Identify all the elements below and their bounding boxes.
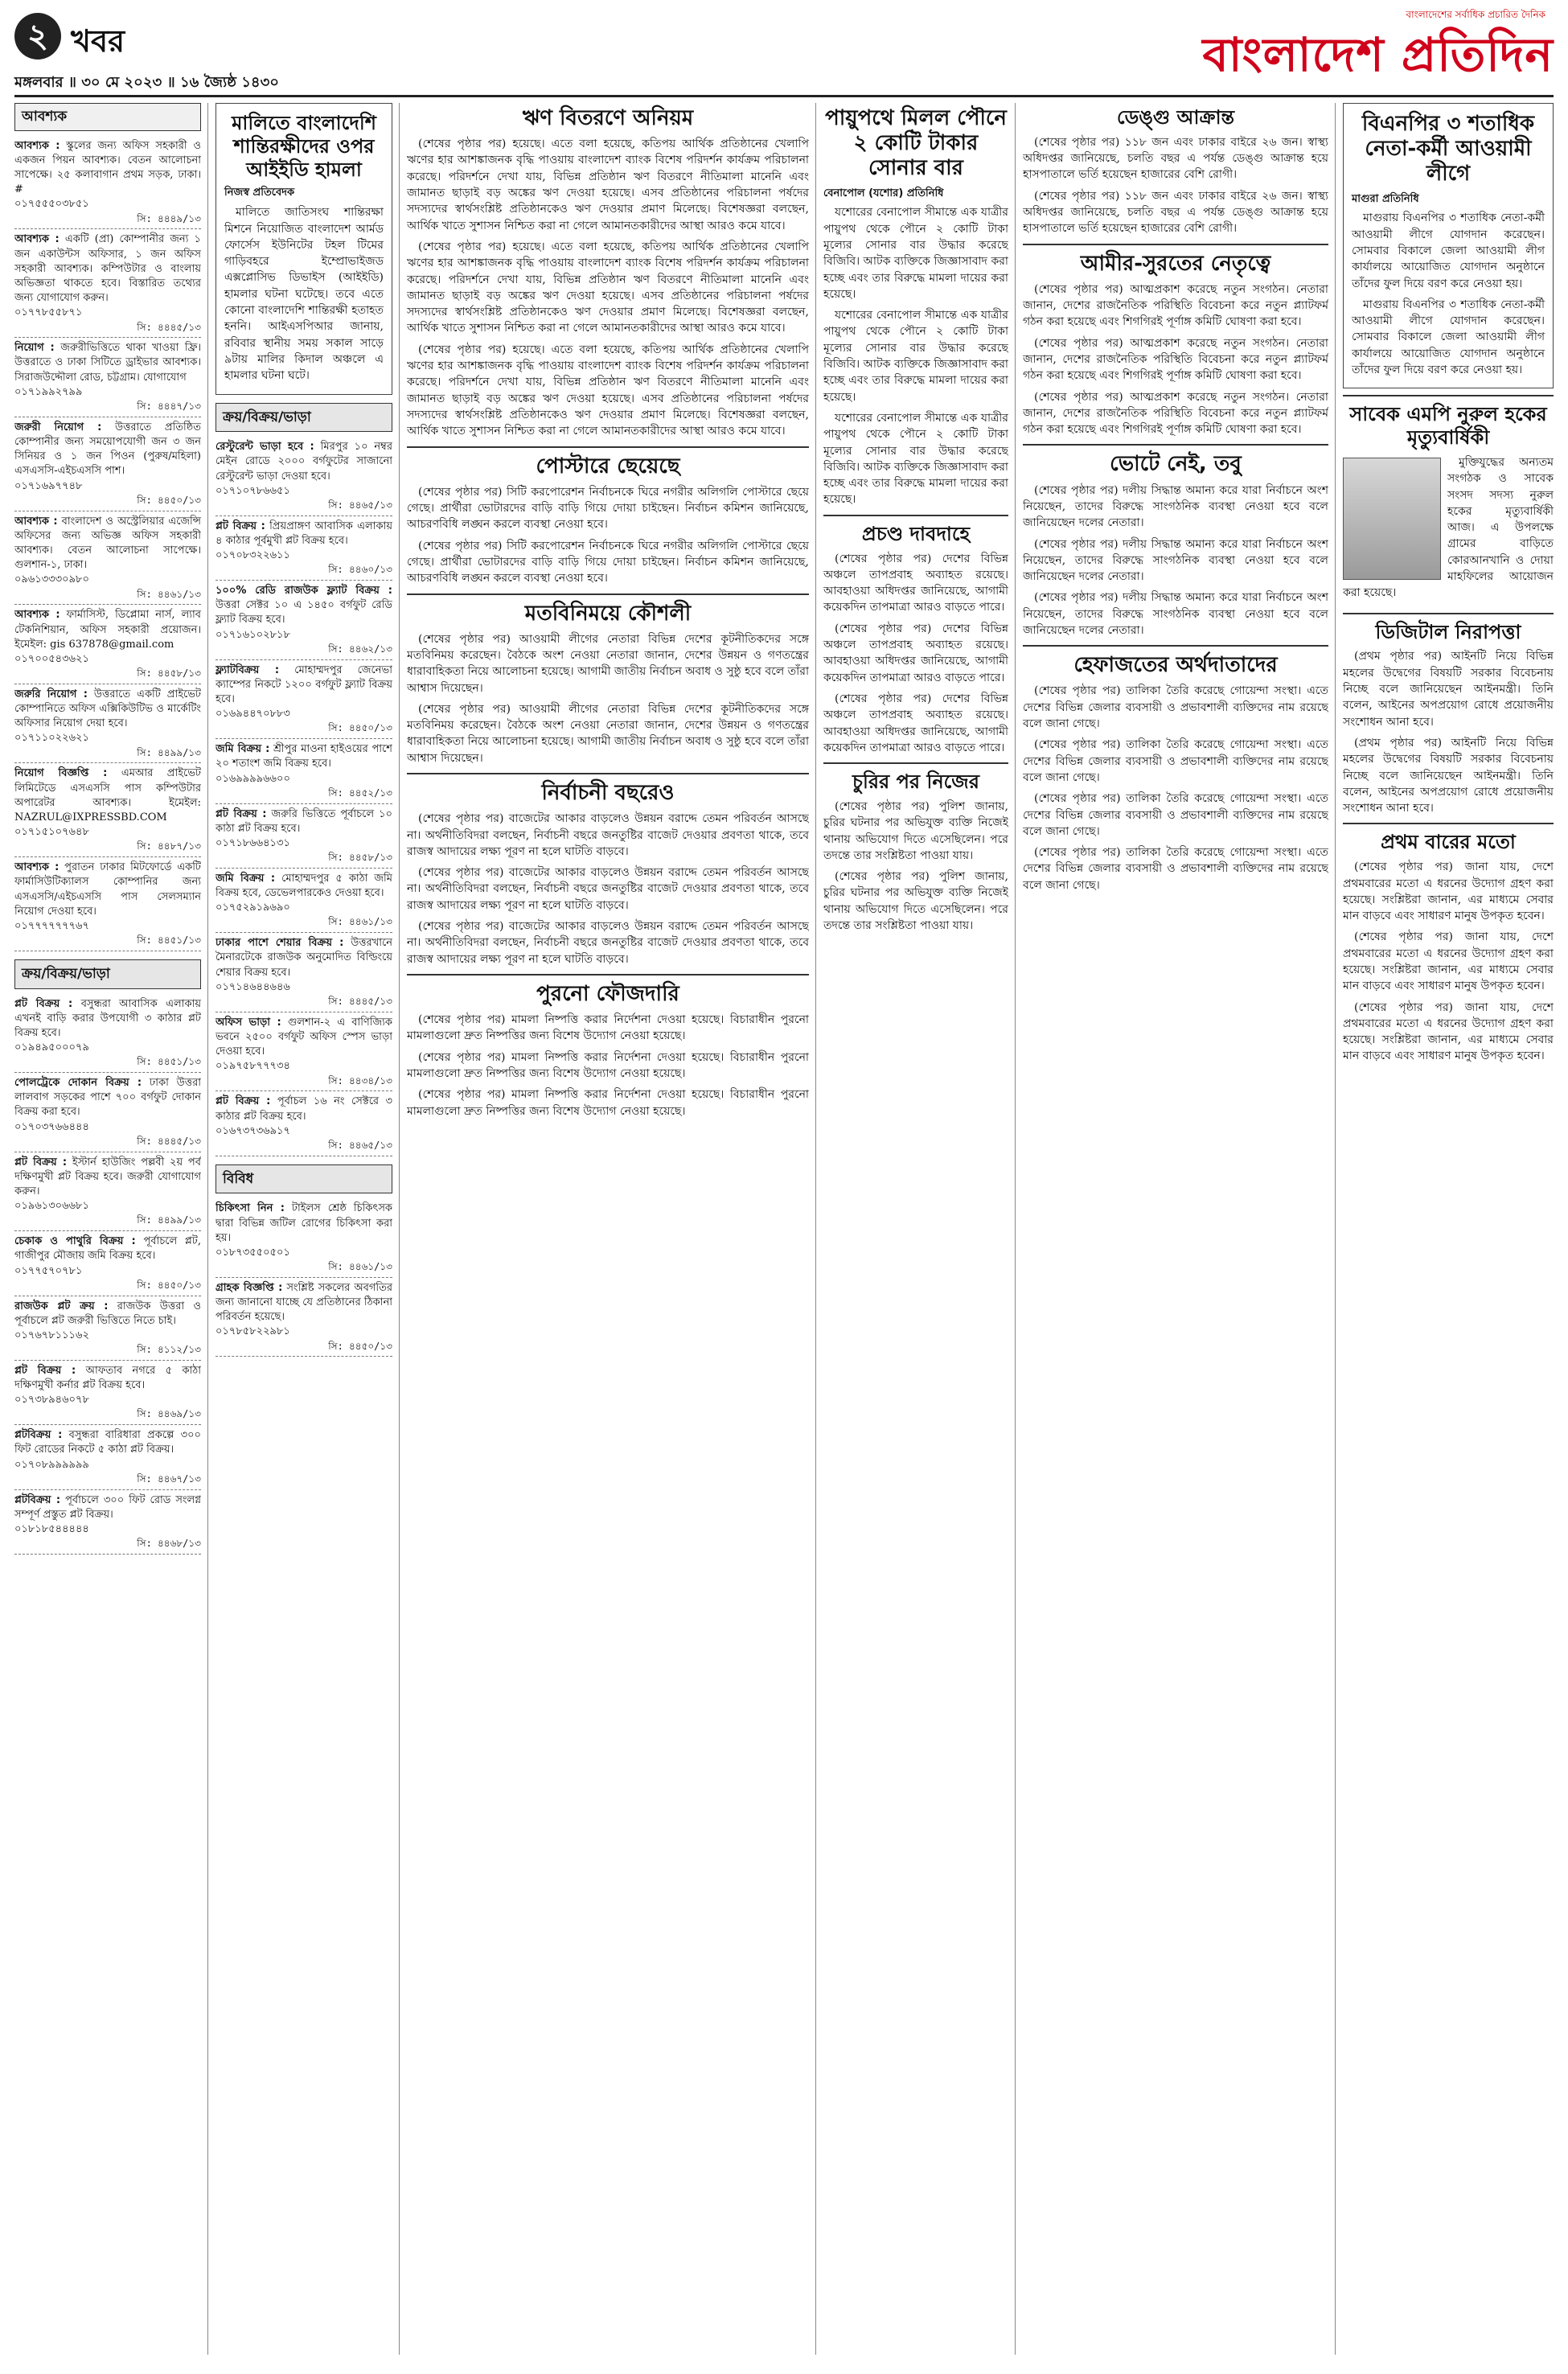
ad-reference: সি: ৪৪৬৯/১৩ bbox=[137, 1408, 201, 1420]
theft-body-cont: (শেষের পৃষ্ঠার পর) পুলিশ জানায়, চুরির ঘটনার পর অভিযুক্ত ব্যক্তি নিজেই থানায় অভিযোগ দিতে এসেছিলেন। পরে তদন্তে তার সংশ্লিষ্টতা পাওয়া যায়। bbox=[823, 870, 1008, 932]
mali-byline: নিজস্ব প্রতিবেদক bbox=[224, 187, 295, 199]
ad-phone: ০১৮৭৩৫৫০৫০১ bbox=[215, 1246, 290, 1259]
bnp-story bbox=[1343, 103, 1554, 388]
ad-reference: সি: ৪৪৪৫/১৩ bbox=[328, 995, 392, 1007]
ad-phone: ০১৯৪৯৫০০০৭৯ bbox=[14, 1041, 89, 1054]
ad-heading: প্লট বিক্রয় : bbox=[14, 997, 73, 1010]
ad-phone: ০১৬৯৯৯৯৬৬০০ bbox=[215, 772, 290, 785]
heat-body-cont: (শেষের পৃষ্ঠার পর) দেশের বিভিন্ন অঞ্চলে তাপপ্রবাহ অব্যাহত রয়েছে। আবহাওয়া অধিদপ্তর জানিয়েছে, আগামী কয়েকদিন তাপমাত্রা আরও বাড়তে পারে। bbox=[823, 692, 1008, 754]
ad-text: রাজউক উত্তরা ও পূর্বাচলে প্লট জরুরী ভিত্তিতে নিতে চাই। bbox=[14, 1300, 201, 1327]
heat-body-cont: (শেষের পৃষ্ঠার পর) দেশের বিভিন্ন অঞ্চলে তাপপ্রবাহ অব্যাহত রয়েছে। আবহাওয়া অধিদপ্তর জানিয়েছে, আগামী কয়েকদিন তাপমাত্রা আরও বাড়তে পারে। bbox=[823, 622, 1008, 684]
ad-phone: ০১৯৭৫৮৭৭৭৩৪ bbox=[215, 1060, 290, 1073]
first-headline: প্রথম বারের মতো bbox=[1381, 831, 1516, 854]
ad-text: উত্তরাতে প্রতিষ্ঠিত কোম্পানীর জন্য সময়োপযোগী জন ৩ জন সিনিয়র ও ১ জন পিওন (পুরুষ/মহিলা) এসএসসি-এইচএসসি পাশ। bbox=[14, 421, 201, 478]
amir-headline: আমীর-সুরতের নেতৃত্বে bbox=[1080, 251, 1271, 276]
digital-headline: ডিজিটাল নিরাপত্তা bbox=[1375, 620, 1521, 643]
divider bbox=[1023, 444, 1328, 446]
ad-text: পূর্বাচলে প্লট, গাজীপুর মৌজায় জমি বিক্রয় হবে। bbox=[14, 1235, 201, 1263]
ad-text: বসুন্ধরা বারিধারা প্রকল্পে ৩০০ ফিট রোডের নিকটে ৫ কাঠা প্লট বিক্রয়। bbox=[14, 1429, 201, 1456]
ad-heading: রেস্টুরেন্ট ভাড়া হবে : bbox=[215, 441, 314, 454]
ad-heading: জমি বিক্রয় : bbox=[215, 872, 276, 885]
gold-headline: পায়ুপথে মিলল পৌনে ২ কোটি টাকার সোনার বার bbox=[825, 106, 1007, 181]
criminal-body-cont: (শেষের পৃষ্ঠার পর) মামলা নিষ্পত্তি করার নির্দেশনা দেওয়া হয়েছে। বিচারাধীন পুরনো মামলাগুলো দ্রুত নিষ্পত্তির জন্য বিশেষ উদ্যোগ নেওয়া হয়েছে। bbox=[407, 1050, 809, 1080]
masthead-tagline: বাংলাদেশের সর্বাধিক প্রচারিত দৈনিক bbox=[1406, 9, 1545, 20]
classified-ad bbox=[14, 1490, 201, 1555]
ad-heading: নিয়োগ : bbox=[14, 342, 55, 355]
dengue-body-cont: (শেষের পৃষ্ঠার পর) ১১৮ জন এবং ঢাকার বাইরে ২৬ জন। স্বাস্থ্য অধিদপ্তর জানিয়েছে, চলতি বছর এ পর্যন্ত ডেঙ্গু আক্রান্ত হয়ে হাসপাতালে ভর্তি হয়েছেন হাজারের বেশি রোগী। bbox=[1023, 189, 1328, 236]
ad-reference: সি: ৪৪৫০/১৩ bbox=[137, 1279, 201, 1291]
divider bbox=[407, 773, 809, 774]
ad-reference: সি: ৪৪৬২/১৩ bbox=[328, 643, 392, 655]
classified-ad bbox=[14, 136, 201, 230]
ad-phone: ০১৮১৮৫৪৪৪৪৪ bbox=[14, 1522, 89, 1535]
theft-headline: চুরির পর নিজের bbox=[852, 770, 979, 794]
masthead-title: বাংলাদেশ প্রতিদিন bbox=[1202, 27, 1554, 82]
ad-text: সংশ্লিষ্ট সকলের অবগতির জন্য জানানো যাচ্ছে যে প্রতিষ্ঠানের ঠিকানা পরিবর্তন হয়েছে। bbox=[215, 1281, 392, 1324]
ad-reference: সি: ৪৪৪৭/১৩ bbox=[137, 400, 201, 413]
dateline: মঙ্গলবার ॥ ৩০ মে ২০২৩ ॥ ১৬ জ্যৈষ্ঠ ১৪৩০ bbox=[14, 74, 279, 91]
ad-reference: সি: ৪৪৫০/১৩ bbox=[328, 722, 392, 734]
ad-phone: ০১৭৬৭৮১১১৬২ bbox=[14, 1329, 89, 1341]
ad-heading: আবশ্যক : bbox=[14, 139, 60, 152]
divider bbox=[823, 762, 1008, 764]
gold-body-cont: যশোরের বেনাপোল সীমান্তে এক যাত্রীর পায়ুপথ থেকে পৌনে ২ কোটি টাকা মূল্যের সোনার বার উদ্ধার করেছে বিজিবি। আটক ব্যক্তিকে জিজ্ঞাসাবাদ করা হচ্ছে এবং তার বিরুদ্ধে মামলা দায়ের করা হয়েছে। bbox=[823, 309, 1008, 404]
bnp-body-cont: মাগুরায় বিএনপির ৩ শতাধিক নেতা-কর্মী আওয়ামী লীগে যোগদান করেছেন। সোমবার বিকালে জেলা আওয়ামী লীগ কার্যালয়ে আয়োজিত যোগদান অনুষ্ঠানে তাঁদের ফুল দিয়ে বরণ করে নেওয়া হয়। bbox=[1352, 298, 1545, 377]
center-right-column bbox=[1023, 103, 1328, 2355]
classified-ad bbox=[14, 1425, 201, 1489]
classified-ad bbox=[215, 660, 392, 740]
ad-reference: সি: ৪৪৬০/১৩ bbox=[328, 564, 392, 576]
ad-text: মোহাম্মদপুর ৫ কাঠা জমি বিক্রয় হবে, ডেভেলপারকেও দেওয়া হবে। bbox=[215, 872, 392, 900]
classified-ad bbox=[215, 1198, 392, 1278]
ad-phone: ০১৬৯৪৪৭০৮৮৩ bbox=[215, 708, 290, 721]
hefazat-headline: হেফাজতের অর্থদাতাদের bbox=[1073, 653, 1278, 678]
ad-reference: সি: ৪৪৩৪/১৩ bbox=[328, 1074, 392, 1086]
ad-reference: সি: ৪৪৫৮/১৩ bbox=[137, 667, 201, 680]
election-body-cont: (শেষের পৃষ্ঠার পর) বাজেটের আকার বাড়লেও উন্নয়ন বরাদ্দে তেমন পরিবর্তন আসছে না। অর্থনীতিবিদরা বলছেন, নির্বাচনী বছরে জনতুষ্টির বাজেট দেওয়ার প্রবণতা থাকে, তবে রাজস্ব আদায়ের লক্ষ্য পূরণ না হলে ঘাটতি বাড়বে। bbox=[407, 866, 809, 912]
classified-ad bbox=[14, 1073, 201, 1152]
ad-phone: ০১৭১৬১০২৮১৮ bbox=[215, 628, 290, 641]
ad-phone: ০১৭১৫১০৭৬৪৮ bbox=[14, 826, 89, 839]
ad-heading: গ্রাহক বিজ্ঞপ্তি : bbox=[215, 1281, 283, 1294]
ad-reference: সি: ৪৪৬৮/১৩ bbox=[137, 1538, 201, 1550]
divider bbox=[1023, 645, 1328, 647]
ad-text: গুলশান-২ এ বাণিজ্যিক ভবনে ২৫০০ বর্গফুট অফিস স্পেস ভাড়া দেওয়া হবে। bbox=[215, 1016, 392, 1058]
ad-reference: সি: ৪৪৬১/১৩ bbox=[328, 916, 392, 928]
ad-heading: জরুরী নিয়োগ : bbox=[14, 421, 102, 433]
right-column bbox=[1343, 103, 1554, 2355]
column-divider bbox=[399, 103, 400, 2355]
ad-phone: ০১৭৮৫৮২২৯৮১ bbox=[215, 1325, 290, 1338]
ad-heading: প্লটবিক্রয় : bbox=[14, 1493, 61, 1506]
sale-list bbox=[14, 994, 201, 1555]
classified-ad bbox=[215, 516, 392, 581]
gold-column bbox=[823, 103, 1008, 2355]
classifieds-heading: আবশ্যক bbox=[14, 103, 201, 131]
ad-text: টাইলস শ্রেষ্ঠ চিকিৎসক দ্বারা বিভিন্ন জটিল রোগের চিকিৎসা করা হয়। bbox=[215, 1202, 392, 1244]
ad-heading: পোলট্রেকে দোকান বিক্রয় : bbox=[14, 1077, 142, 1090]
poster-body-cont: (শেষের পৃষ্ঠার পর) সিটি করপোরেশন নির্বাচনকে ঘিরে নগরীর অলিগলি পোস্টারে ছেয়ে গেছে। প্রার্থীরা ভোটারদের বাড়ি বাড়ি গিয়ে দোয়া চাইছেন। নির্বাচন কমিশন জানিয়েছে, আচরণবিধি লঙ্ঘন করলে ব্যবস্থা নেওয়া হবে। bbox=[407, 539, 809, 585]
page-header bbox=[14, 8, 1554, 97]
ad-heading: আবশ্যক : bbox=[14, 233, 60, 246]
ad-phone: ০১৬৭৩৭৩৬৯১৭ bbox=[215, 1124, 290, 1137]
column-divider bbox=[1015, 103, 1016, 2355]
ad-phone: ০১৭৭৫৭০৭৮১ bbox=[14, 1264, 83, 1277]
classified-ad bbox=[215, 437, 392, 516]
ad-reference: সি: ৪৪৮৭/১৩ bbox=[137, 840, 201, 852]
hefazat-body: (শেষের পৃষ্ঠার পর) তালিকা তৈরি করেছে গোয়েন্দা সংস্থা। এতে দেশের বিভিন্ন জেলার ব্যবসায়ী ও প্রভাবশালী ব্যক্তিদের নাম রয়েছে বলে জানা গেছে। bbox=[1023, 684, 1328, 731]
ad-reference: সি: ৪৪৪৫/১৩ bbox=[137, 1135, 201, 1147]
ad-reference: সি: ৪৪৬১/১৩ bbox=[137, 588, 201, 600]
mali-headline: মালিতে বাংলাদেশি শান্তিরক্ষীদের ওপর আইইডি হামলা bbox=[232, 112, 376, 181]
divider bbox=[407, 594, 809, 595]
newspaper-page bbox=[14, 8, 1554, 2364]
vote-body: (শেষের পৃষ্ঠার পর) দলীয় সিদ্ধান্ত অমান্য করে যারা নির্বাচনে অংশ নিয়েছেন, তাদের বিরুদ্ধে সাংগঠনিক ব্যবস্থা নেওয়া হবে বলে জানিয়েছেন দলের নেতারা। bbox=[1023, 483, 1328, 530]
ad-heading: প্লট বিক্রয় : bbox=[14, 1364, 76, 1377]
vote-body-cont: (শেষের পৃষ্ঠার পর) দলীয় সিদ্ধান্ত অমান্য করে যারা নির্বাচনে অংশ নিয়েছেন, তাদের বিরুদ্ধে সাংগঠনিক ব্যবস্থা নেওয়া হবে বলে জানিয়েছেন দলের নেতারা। bbox=[1023, 537, 1328, 584]
criminal-headline: পুরনো ফৌজদারি bbox=[536, 981, 679, 1006]
column-divider bbox=[1335, 103, 1336, 2355]
ad-heading: ঢাকার পাশে শেয়ার বিক্রয় : bbox=[215, 937, 344, 950]
ad-heading: আবশ্যক : bbox=[14, 609, 60, 622]
ad-text: স্কুলের জন্য অফিস সহকারী ও একজন পিয়ন আবশ্যক। বেতন আলোচনা সাপেক্ষে। ২৫ কলাবাগান প্রথম সড়ক, ঢাকা। # bbox=[14, 139, 201, 196]
ad-heading: চিকিৎসা নিন : bbox=[215, 1202, 285, 1215]
ad-phone: ০১৭৫২৯১৯৬৯০ bbox=[215, 902, 290, 914]
section-title: খবর bbox=[71, 23, 125, 59]
ad-text: বসুন্ধরা আবাসিক এলাকায় এখনই বাড়ি করার উপযোগী ৩ কাঠার প্লট বিক্রয় হবে। bbox=[14, 997, 201, 1039]
divider bbox=[407, 974, 809, 975]
divider bbox=[1343, 823, 1554, 824]
ad-reference: সি: ৪৪৫১/১৩ bbox=[137, 1056, 201, 1068]
ad-heading: অফিস ভাড়া : bbox=[215, 1016, 281, 1029]
poster-body: (শেষের পৃষ্ঠার পর) সিটি করপোরেশন নির্বাচনকে ঘিরে নগরীর অলিগলি পোস্টারে ছেয়ে গেছে। প্রার্থীরা ভোটারদের বাড়ি বাড়ি গিয়ে দোয়া চাইছেন। নির্বাচন কমিশন জানিয়েছে, আচরণবিধি লঙ্ঘন করলে ব্যবস্থা নেওয়া হবে। bbox=[407, 485, 809, 532]
ad-phone: ০১৭৩৮৯৪৬০৭৮ bbox=[14, 1394, 89, 1407]
ad-text: বাংলাদেশ ও অস্ট্রেলিয়ার এজেন্সি অফিসের জন্য অভিজ্ঞ অফিস সহকারী আবশ্যক। বেতন আলোচনা সাপেক্ষে। গুলশান-১, ঢাকা। bbox=[14, 515, 201, 572]
classifieds-column bbox=[14, 103, 201, 2355]
divider bbox=[1343, 613, 1554, 614]
ad-reference: সি: ৪১১২/১৩ bbox=[137, 1344, 201, 1356]
classified-ad bbox=[14, 511, 201, 606]
strategy-body: (শেষের পৃষ্ঠার পর) আওয়ামী লীগের নেতারা বিভিন্ন দেশের কূটনীতিকদের সঙ্গে মতবিনিময় করেছেন। বৈঠকে অংশ নেওয়া নেতারা জানান, দেশের উন্নয়ন ও গণতন্ত্রের ধারাবাহিকতা নিয়ে আলোচনা হয়েছে। আগামী জাতীয় নির্বাচন অবাধ ও সুষ্ঠু হবে বলে তাঁরা আশ্বাস দিয়েছেন। bbox=[407, 632, 809, 695]
hefazat-body-cont: (শেষের পৃষ্ঠার পর) তালিকা তৈরি করেছে গোয়েন্দা সংস্থা। এতে দেশের বিভিন্ন জেলার ব্যবসায়ী ও প্রভাবশালী ব্যক্তিদের নাম রয়েছে বলে জানা গেছে। bbox=[1023, 846, 1328, 892]
hefazat-body-cont: (শেষের পৃষ্ঠার পর) তালিকা তৈরি করেছে গোয়েন্দা সংস্থা। এতে দেশের বিভিন্ন জেলার ব্যবসায়ী ও প্রভাবশালী ব্যক্তিদের নাম রয়েছে বলে জানা গেছে। bbox=[1023, 738, 1328, 784]
ad-reference: সি: ৪৪৬১/১৩ bbox=[328, 1261, 392, 1273]
ad-phone: ০১৭০৮৩২২৬১১ bbox=[215, 549, 290, 562]
portrait-photo bbox=[1343, 458, 1441, 580]
classified-ad bbox=[14, 1296, 201, 1361]
ad-text: একটি (প্রা) কোম্পানীর জন্য ১ জন একাউন্টস অফিসার, ১ জন অফিস সহকারী আবশ্যক। কম্পিউটার ও বাংলায় অভিজ্ঞতা থাকতে হবে। বিস্তারিত তথ্যের জন্য যোগাযোগ করুন। bbox=[14, 233, 201, 305]
ad-phone: ০১৯৬১৩০৬৬৮১ bbox=[14, 1200, 89, 1213]
ad-heading: প্লট বিক্রয় : bbox=[215, 807, 267, 820]
ad-heading: জমি বিক্রয় : bbox=[215, 743, 270, 756]
market-column bbox=[215, 103, 392, 2355]
sale-heading: ক্রয়/বিক্রয়/ভাড়া bbox=[14, 959, 201, 989]
ad-reference: সি: ৪৪৫১/১৩ bbox=[137, 934, 201, 947]
classified-ad bbox=[215, 1091, 392, 1156]
anniversary-body: মুক্তিযুদ্ধের অন্যতম সংগঠক ও সাবেক সংসদ সদস্য নুরুল হকের মৃত্যুবার্ষিকী আজ। এ উপলক্ষে গ্রামের বাড়িতে কোরআনখানি ও দোয়া মাহফিলের আয়োজন করা হয়েছে। bbox=[1343, 455, 1554, 600]
dengue-headline: ডেঙ্গু আক্রান্ত bbox=[1116, 106, 1235, 129]
masthead bbox=[1103, 8, 1554, 88]
market-heading: ক্রয়/বিক্রয়/ভাড়া bbox=[215, 403, 392, 433]
election-headline: নির্বাচনী বছরেও bbox=[541, 781, 675, 806]
theft-body: (শেষের পৃষ্ঠার পর) পুলিশ জানায়, চুরির ঘটনার পর অভিযুক্ত ব্যক্তি নিজেই থানায় অভিযোগ দিতে এসেছিলেন। পরে তদন্তে তার সংশ্লিষ্টতা পাওয়া যায়। bbox=[823, 799, 1008, 862]
ad-text: উত্তরা সেক্টর ১০ এ ১৪৫০ বর্গফুট রেডি ফ্ল্যাট বিক্রয় হবে। bbox=[215, 599, 392, 626]
classified-ad bbox=[14, 684, 201, 764]
ad-heading: প্লটবিক্রয় : bbox=[14, 1429, 63, 1442]
amir-body-cont: (শেষের পৃষ্ঠার পর) আত্মপ্রকাশ করেছে নতুন সংগঠন। নেতারা জানান, দেশের রাজনৈতিক পরিস্থিতি বিবেচনা করে নতুন প্ল্যাটফর্ম গঠন করা হয়েছে এবং শিগগিরই পূর্ণাঙ্গ কমিটি ঘোষণা করা হবে। bbox=[1023, 390, 1328, 437]
poster-headline: পোস্টারে ছেয়েছে bbox=[536, 454, 680, 478]
criminal-body: (শেষের পৃষ্ঠার পর) মামলা নিষ্পত্তি করার নির্দেশনা দেওয়া হয়েছে। বিচারাধীন পুরনো মামলাগুলো দ্রুত নিষ্পত্তির জন্য বিশেষ উদ্যোগ নেওয়া হয়েছে। bbox=[407, 1013, 809, 1043]
first-body-cont: (শেষের পৃষ্ঠার পর) জানা যায়, দেশে প্রথমবারের মতো এ ধরনের উদ্যোগ গ্রহণ করা হয়েছে। সংশ্লিষ্টরা জানান, এর মাধ্যমে সেবার মান বাড়বে এবং সাধারণ মানুষ উপকৃত হবেন। bbox=[1343, 930, 1554, 993]
vote-body-cont: (শেষের পৃষ্ঠার পর) দলীয় সিদ্ধান্ত অমান্য করে যারা নির্বাচনে অংশ নিয়েছেন, তাদের বিরুদ্ধে সাংগঠনিক ব্যবস্থা নেওয়া হবে বলে জানিয়েছেন দলের নেতারা। bbox=[1023, 591, 1328, 637]
ad-text: উত্তরখানে মৈনারটেকে রাজউক অনুমোদিত বিল্ডিংয়ে শেয়ার বিক্রয় হবে। bbox=[215, 937, 392, 979]
heat-body: (শেষের পৃষ্ঠার পর) দেশের বিভিন্ন অঞ্চলে তাপপ্রবাহ অব্যাহত রয়েছে। আবহাওয়া অধিদপ্তর জানিয়েছে, আগামী কয়েকদিন তাপমাত্রা আরও বাড়তে পারে। bbox=[823, 552, 1008, 614]
center-left-column bbox=[407, 103, 809, 2355]
ad-text: ফার্মাসিস্ট, ডিপ্লোমা নার্স, ল্যাব টেকনিশিয়ান, অফিস সহকারী প্রয়োজন। ইমেইল: gis 637878@gmail.com bbox=[14, 609, 201, 651]
classified-ad bbox=[14, 763, 201, 857]
gold-byline: বেনাপোল (যশোর) প্রতিনিধি bbox=[823, 187, 944, 199]
ad-reference: সি: ৪৪৫০/১৩ bbox=[137, 494, 201, 506]
ad-reference: সি: ৪৪৯৯/১৩ bbox=[137, 1214, 201, 1226]
ad-phone: ০১৭০৮৯৯৯৯৯৯ bbox=[14, 1458, 89, 1471]
loan-body-cont: (শেষের পৃষ্ঠার পর) হয়েছে। এতে বলা হয়েছে, কতিপয় আর্থিক প্রতিষ্ঠানের খেলাপি ঋণের হার আশঙ্কাজনক বৃদ্ধি পাওয়ায় বাংলাদেশ ব্যাংক বিশেষ পরিদর্শন কার্যক্রম পরিচালনা করেছে। পরিদর্শনে দেখা যায়, বিভিন্ন প্রতিষ্ঠান ঋণ বিতরণে নীতিমালা মানেনি এবং জামানত ছাড়াই বড় অঙ্কের ঋণ দেওয়া হয়েছে। এসব প্রতিষ্ঠানের পরিচালনা পর্ষদের সদস্যদের স্বার্থসংশ্লিষ্ট প্রতিষ্ঠানকেও ঋণ দেওয়ার প্রমাণ মিলেছে। বিশেষজ্ঞরা বলছেন, আর্থিক খাতে সুশাসন নিশ্চিত করা না গেলে আমানতকারীদের আস্থা আরও কমে যাবে। bbox=[407, 343, 809, 438]
ad-phone: ০১৭০০৫৪৩৬২১ bbox=[14, 652, 89, 665]
ad-text: মিরপুর ১০ নম্বর মেইন রোডে ২০০০ বর্গফুটের সাজানো রেস্টুরেন্ট ভাড়া দেওয়া হবে। bbox=[215, 441, 392, 483]
vote-headline: ভোটে নেই, তবু bbox=[1110, 452, 1242, 477]
ad-text: এমআর প্রাইভেট লিমিটেডে এসএসসি পাস কম্পিউটার অপারেটর আবশ্যক। ইমেইল: NAZRUL@IXPRESSBD.COM bbox=[14, 767, 201, 824]
classified-ad bbox=[14, 994, 201, 1074]
classified-ad bbox=[14, 605, 201, 684]
ad-text: ঢাকা উত্তরা লালবাগ সড়কের পাশে ৭০০ বর্গফুট দোকান বিক্রয় করা হবে। bbox=[14, 1077, 201, 1119]
ad-text: প্রিয়প্রাঙ্গণ আবাসিক এলাকায় ৪ কাঠার পূর্বমুখী প্লট বিক্রয় হবে। bbox=[215, 520, 392, 547]
digital-body: (প্রথম পৃষ্ঠার পর) আইনটি নিয়ে বিভিন্ন মহলের উদ্বেগের বিষয়টি সরকার বিবেচনায় নিচ্ছে বলে জানিয়েছেন আইনমন্ত্রী। তিনি বলেন, আইনের অপপ্রয়োগ রোধে প্রয়োজনীয় সংশোধন আনা হবে। bbox=[1343, 650, 1554, 729]
amir-body: (শেষের পৃষ্ঠার পর) আত্মপ্রকাশ করেছে নতুন সংগঠন। নেতারা জানান, দেশের রাজনৈতিক পরিস্থিতি বিবেচনা করে নতুন প্ল্যাটফর্ম গঠন করা হয়েছে এবং শিগগিরই পূর্ণাঙ্গ কমিটি ঘোষণা করা হবে। bbox=[1023, 282, 1328, 329]
digital-body-cont: (প্রথম পৃষ্ঠার পর) আইনটি নিয়ে বিভিন্ন মহলের উদ্বেগের বিষয়টি সরকার বিবেচনায় নিচ্ছে বলে জানিয়েছেন আইনমন্ত্রী। তিনি বলেন, আইনের অপপ্রয়োগ রোধে প্রয়োজনীয় সংশোধন আনা হবে। bbox=[1343, 736, 1554, 815]
column-divider bbox=[815, 103, 816, 2355]
ad-heading: ১০০% রেডি রাজউক ফ্ল্যাট বিক্রয় : bbox=[215, 585, 392, 598]
ad-phone: ০১৭৭৮৫৫৮৭১ bbox=[14, 306, 83, 319]
ad-heading: প্লট বিক্রয় : bbox=[215, 1095, 271, 1108]
classified-ad bbox=[14, 417, 201, 511]
ad-reference: সি: ৪৪৫৮/১৩ bbox=[328, 852, 392, 864]
divider bbox=[823, 515, 1008, 516]
bnp-byline: মাগুরা প্রতিনিধি bbox=[1352, 192, 1419, 205]
ad-heading: জরুরি নিয়োগ : bbox=[14, 688, 88, 700]
ad-text: পূর্বাচলে ৩০০ ফিট রোড সংলগ্ন সম্পূর্ণ প্রস্তুত প্লট বিক্রয়। bbox=[14, 1493, 201, 1521]
ad-phone: ০৯৬১৩৩৩০৯৮০ bbox=[14, 573, 89, 586]
strategy-body-cont: (শেষের পৃষ্ঠার পর) আওয়ামী লীগের নেতারা বিভিন্ন দেশের কূটনীতিকদের সঙ্গে মতবিনিময় করেছেন। বৈঠকে অংশ নেওয়া নেতারা জানান, দেশের উন্নয়ন ও গণতন্ত্রের ধারাবাহিকতা নিয়ে আলোচনা হয়েছে। আগামী জাতীয় নির্বাচন অবাধ ও সুষ্ঠু হবে বলে তাঁরা আশ্বাস দিয়েছেন। bbox=[407, 702, 809, 765]
ad-text: পুরাতন ঢাকার মিটফোর্ডে একটি ফার্মাসিউটিক্যালস কোম্পানির জন্য এসএসসি/এইচএসসি পাস সেলসম্যান নিয়োগ দেওয়া হবে। bbox=[14, 861, 201, 918]
election-body: (শেষের পৃষ্ঠার পর) বাজেটের আকার বাড়লেও উন্নয়ন বরাদ্দে তেমন পরিবর্তন আসছে না। অর্থনীতিবিদরা বলছেন, নির্বাচনী বছরে জনতুষ্টির বাজেট দেওয়ার প্রবণতা থাকে, তবে রাজস্ব আদায়ের লক্ষ্য পূরণ না হলে ঘাটতি বাড়বে। bbox=[407, 812, 809, 858]
loan-body-cont: (শেষের পৃষ্ঠার পর) হয়েছে। এতে বলা হয়েছে, কতিপয় আর্থিক প্রতিষ্ঠানের খেলাপি ঋণের হার আশঙ্কাজনক বৃদ্ধি পাওয়ায় বাংলাদেশ ব্যাংক বিশেষ পরিদর্শন কার্যক্রম পরিচালনা করেছে। পরিদর্শনে দেখা যায়, বিভিন্ন প্রতিষ্ঠান ঋণ বিতরণে নীতিমালা মানেনি এবং জামানত ছাড়াই বড় অঙ্কের ঋণ দেওয়া হয়েছে। এসব প্রতিষ্ঠানের পরিচালনা পর্ষদের সদস্যদের স্বার্থসংশ্লিষ্ট প্রতিষ্ঠানকেও ঋণ দেওয়ার প্রমাণ মিলেছে। বিশেষজ্ঞরা বলছেন, আর্থিক খাতে সুশাসন নিশ্চিত করা না গেলে আমানতকারীদের আস্থা আরও কমে যাবে। bbox=[407, 240, 809, 335]
classified-ad bbox=[215, 739, 392, 803]
heat-headline: প্রচণ্ড দাবদাহে bbox=[861, 522, 971, 545]
first-body-cont: (শেষের পৃষ্ঠার পর) জানা যায়, দেশে প্রথমবারের মতো এ ধরনের উদ্যোগ গ্রহণ করা হয়েছে। সংশ্লিষ্টরা জানান, এর মাধ্যমে সেবার মান বাড়বে এবং সাধারণ মানুষ উপকৃত হবেন। bbox=[1343, 1000, 1554, 1063]
divider bbox=[407, 446, 809, 448]
ad-phone: ০১৭০৩৭৬৬৪৪৪ bbox=[14, 1120, 89, 1133]
classifieds-list bbox=[14, 136, 201, 951]
classified-ad bbox=[14, 1361, 201, 1425]
first-body: (শেষের পৃষ্ঠার পর) জানা যায়, দেশে প্রথমবারের মতো এ ধরনের উদ্যোগ গ্রহণ করা হয়েছে। সংশ্লিষ্টরা জানান, এর মাধ্যমে সেবার মান বাড়বে এবং সাধারণ মানুষ উপকৃত হবেন। bbox=[1343, 860, 1554, 923]
gold-body: যশোরের বেনাপোল সীমান্তে এক যাত্রীর পায়ুপথ থেকে পৌনে ২ কোটি টাকা মূল্যের সোনার বার উদ্ধার করেছে বিজিবি। আটক ব্যক্তিকে জিজ্ঞাসাবাদ করা হচ্ছে এবং তার বিরুদ্ধে মামলা দায়ের করা হয়েছে। bbox=[823, 206, 1008, 301]
ad-heading: নিয়োগ বিজ্ঞপ্তি : bbox=[14, 767, 108, 780]
classified-ad bbox=[215, 581, 392, 660]
classified-ad bbox=[14, 1231, 201, 1296]
ad-heading: ফ্ল্যাটবিক্রয় : bbox=[215, 663, 280, 676]
ad-phone: ০১৭১৪৬৪৪৬৪৬ bbox=[215, 980, 290, 993]
ad-reference: সি: ৪৪৬৫/১৩ bbox=[328, 1139, 392, 1151]
ad-phone: ০১৭১৯৯২৭৯৯ bbox=[14, 385, 83, 398]
ad-phone: ০১৭৫৫৫০৩৮৫১ bbox=[14, 198, 89, 211]
classified-ad bbox=[215, 1012, 392, 1092]
ad-text: পূর্বাচল ১৬ নং সেক্টরে ৩ কাঠার প্লট বিক্রয় হবে। bbox=[215, 1095, 392, 1123]
ad-heading: প্লট বিক্রয় : bbox=[215, 520, 265, 532]
ad-text: আফতাব নগরে ৫ কাঠা দক্ষিণমুখী কর্নার প্লট বিক্রয় হবে। bbox=[14, 1364, 201, 1392]
amir-body-cont: (শেষের পৃষ্ঠার পর) আত্মপ্রকাশ করেছে নতুন সংগঠন। নেতারা জানান, দেশের রাজনৈতিক পরিস্থিতি বিবেচনা করে নতুন প্ল্যাটফর্ম গঠন করা হয়েছে এবং শিগগিরই পূর্ণাঙ্গ কমিটি ঘোষণা করা হবে। bbox=[1023, 336, 1328, 383]
classified-ad bbox=[14, 857, 201, 951]
misc-list bbox=[215, 1198, 392, 1357]
loan-body: (শেষের পৃষ্ঠার পর) হয়েছে। এতে বলা হয়েছে, কতিপয় আর্থিক প্রতিষ্ঠানের খেলাপি ঋণের হার আশঙ্কাজনক বৃদ্ধি পাওয়ায় বাংলাদেশ ব্যাংক বিশেষ পরিদর্শন কার্যক্রম পরিচালনা করেছে। পরিদর্শনে দেখা যায়, বিভিন্ন প্রতিষ্ঠান ঋণ বিতরণে নীতিমালা মানেনি এবং জামানত ছাড়াই বড় অঙ্কের ঋণ দেওয়া হয়েছে। এসব প্রতিষ্ঠানের পরিচালনা পর্ষদের সদস্যদের স্বার্থসংশ্লিষ্ট প্রতিষ্ঠানকেও ঋণ দেওয়ার প্রমাণ মিলেছে। বিশেষজ্ঞরা বলছেন, আর্থিক খাতে সুশাসন নিশ্চিত করা না গেলে আমানতকারীদের আস্থা আরও কমে যাবে। bbox=[407, 138, 809, 232]
divider bbox=[1023, 244, 1328, 245]
ad-reference: সি: ৪৪৪৫/১৩ bbox=[137, 321, 201, 333]
ad-phone: ০১৭৭৭৭৭৭৭৬৭ bbox=[14, 919, 89, 932]
ad-text: মোহাম্মদপুর জেনেভা ক্যাম্পের নিকটে ১২০০ বর্গফুট ফ্ল্যাট বিক্রয় হবে। bbox=[215, 663, 392, 705]
classified-ad bbox=[14, 338, 201, 417]
ad-reference: সি: ৪৪৫২/১৩ bbox=[328, 787, 392, 799]
ad-text: শ্রীপুর মাওনা হাইওয়ের পাশে ২০ শতাংশ জমি বিক্রয় হবে। bbox=[215, 743, 392, 770]
market-list bbox=[215, 437, 392, 1156]
criminal-body-cont: (শেষের পৃষ্ঠার পর) মামলা নিষ্পত্তি করার নির্দেশনা দেওয়া হয়েছে। বিচারাধীন পুরনো মামলাগুলো দ্রুত নিষ্পত্তির জন্য বিশেষ উদ্যোগ নেওয়া হয়েছে। bbox=[407, 1088, 809, 1118]
ad-phone: ০১৭১১০২২৬২১ bbox=[14, 732, 89, 745]
ad-text: উত্তরাতে একটি প্রাইভেট কোম্পানিতে অফিস এক্সিকিউটিভ ও মার্কেটিং অফিসার নিয়োগ দেয়া হবে। bbox=[14, 688, 201, 730]
page-number-badge: ২ bbox=[14, 13, 61, 60]
ad-reference: সি: ৪৪৯৯/১৩ bbox=[137, 746, 201, 758]
gold-body-cont: যশোরের বেনাপোল সীমান্তে এক যাত্রীর পায়ুপথ থেকে পৌনে ২ কোটি টাকা মূল্যের সোনার বার উদ্ধার করেছে বিজিবি। আটক ব্যক্তিকে জিজ্ঞাসাবাদ করা হচ্ছে এবং তার বিরুদ্ধে মামলা দায়ের করা হয়েছে। bbox=[823, 411, 1008, 507]
ad-phone: ০১৭১৬৯৭৭৪৮ bbox=[14, 479, 83, 492]
anniversary-headline: সাবেক এমপি নুরুল হকের মৃত্যুবার্ষিকী bbox=[1349, 403, 1547, 450]
classified-ad bbox=[215, 804, 392, 869]
strategy-headline: মতবিনিময়ে কৌশলী bbox=[524, 601, 692, 626]
ad-text: জরুরীভিত্তিতে থাকা খাওয়া ফ্রি। উত্তরাতে ও ঢাকা সিটিতে ড্রাইভার আবশ্যক। সিরাজউদ্দৌলা রোড, চট্টগ্রাম। যোগাযোগ bbox=[14, 342, 201, 384]
column-divider bbox=[207, 103, 208, 2355]
ad-text: ইস্টার্ন হাউজিং পল্লবী ২য় পর্ব দক্ষিণমুখী প্লট বিক্রয় হবে। জরুরী যোগাযোগ করুন। bbox=[14, 1156, 201, 1197]
mali-body: মালিতে জাতিসংঘ শান্তিরক্ষা মিশনে নিয়োজিত বাংলাদেশ আর্মড ফোর্সেস ইউনিটের টহল টিমের গাড়িবহরে ইম্প্রোভাইজড এক্সপ্লোসিভ ডিভাইস (আইইডি) হামলার ঘটনা ঘটেছে। তবে এতে কোনো বাংলাদেশি শান্তিরক্ষী হতাহত হননি। আইএসপিআর জানায়, রবিবার স্থানীয় সময় সকাল সাড়ে ৯টায় মালির কিদাল অঞ্চলে এ হামলার ঘটনা ঘটে। bbox=[224, 206, 384, 383]
election-body-cont: (শেষের পৃষ্ঠার পর) বাজেটের আকার বাড়লেও উন্নয়ন বরাদ্দে তেমন পরিবর্তন আসছে না। অর্থনীতিবিদরা বলছেন, নির্বাচনী বছরে জনতুষ্টির বাজেট দেওয়ার প্রবণতা থাকে, তবে রাজস্ব আদায়ের লক্ষ্য পূরণ না হলে ঘাটতি বাড়বে। bbox=[407, 920, 809, 966]
ad-heading: চেকাক ও পাথুরি বিক্রয় : bbox=[14, 1235, 136, 1248]
misc-heading: বিবিধ bbox=[215, 1164, 392, 1194]
classified-ad bbox=[215, 869, 392, 933]
loan-headline: ঋণ বিতরণে অনিয়ম bbox=[522, 106, 694, 130]
ad-text: জরুরি ভিত্তিতে পূর্বাচলে ১০ কাঠা প্লট বিক্রয় হবে। bbox=[215, 807, 392, 835]
ad-heading: প্লট বিক্রয় : bbox=[14, 1156, 68, 1169]
ad-reference: সি: ৪৪৬৫/১৩ bbox=[328, 499, 392, 511]
ad-phone: ০১৭১৮৬৬৪১৩১ bbox=[215, 836, 290, 849]
classified-ad bbox=[215, 1278, 392, 1357]
divider bbox=[1343, 395, 1554, 396]
classified-ad bbox=[14, 1152, 201, 1232]
classified-ad bbox=[14, 229, 201, 338]
bnp-headline: বিএনপির ৩ শতাধিক নেতা-কর্মী আওয়ামী লীগে bbox=[1361, 112, 1535, 187]
ad-heading: রাজউক প্লট ক্রয় : bbox=[14, 1300, 109, 1312]
bnp-body: মাগুরায় বিএনপির ৩ শতাধিক নেতা-কর্মী আওয়ামী লীগে যোগদান করেছেন। সোমবার বিকালে জেলা আওয়ামী লীগ কার্যালয়ে আয়োজিত যোগদান অনুষ্ঠানে তাঁদের ফুল দিয়ে বরণ করে নেওয়া হয়। bbox=[1352, 212, 1545, 290]
ad-reference: সি: ৪৪৫০/১৩ bbox=[328, 1340, 392, 1352]
ad-heading: আবশ্যক : bbox=[14, 515, 58, 528]
hefazat-body-cont: (শেষের পৃষ্ঠার পর) তালিকা তৈরি করেছে গোয়েন্দা সংস্থা। এতে দেশের বিভিন্ন জেলার ব্যবসায়ী ও প্রভাবশালী ব্যক্তিদের নাম রয়েছে বলে জানা গেছে। bbox=[1023, 792, 1328, 838]
ad-phone: ০১৭১০৭৮৬৬৫১ bbox=[215, 484, 290, 497]
mali-story bbox=[215, 103, 392, 395]
ad-heading: আবশ্যক : bbox=[14, 861, 60, 874]
classified-ad bbox=[215, 933, 392, 1012]
dengue-body: (শেষের পৃষ্ঠার পর) ১১৮ জন এবং ঢাকার বাইরে ২৬ জন। স্বাস্থ্য অধিদপ্তর জানিয়েছে, চলতি বছর এ পর্যন্ত ডেঙ্গু আক্রান্ত হয়ে হাসপাতালে ভর্তি হয়েছেন হাজারের বেশি রোগী। bbox=[1023, 135, 1328, 182]
ad-reference: সি: ৪৪৪৯/১৩ bbox=[137, 212, 201, 224]
ad-reference: সি: ৪৪৬৭/১৩ bbox=[137, 1472, 201, 1485]
